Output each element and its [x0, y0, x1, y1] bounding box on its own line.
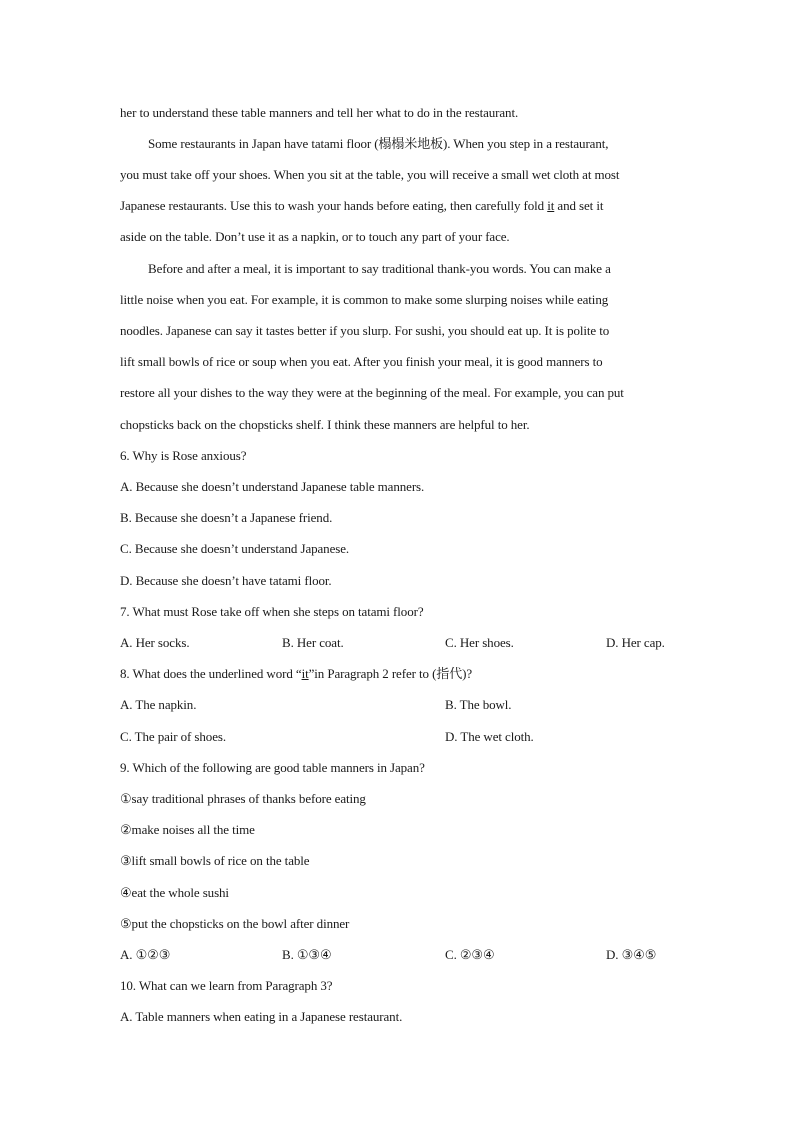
answer-option: C. ②③④ — [445, 947, 495, 962]
passage-line: chopsticks back on the chopsticks shelf. I think these manners are helpful to her. — [120, 417, 530, 432]
passage-line: little noise when you eat. For example, it is common to make some slurping noises while eating — [120, 292, 609, 307]
list-item: ①say traditional phrases of thanks before eating — [120, 791, 366, 806]
question-text: 8. What does the underlined word “ — [120, 666, 302, 681]
answer-option: C. The pair of shoes. — [120, 729, 226, 744]
answer-option: D. ③④⑤ — [606, 947, 657, 962]
passage-line: restore all your dishes to the way they were at the beginning of the meal. For example, you can put — [120, 385, 624, 400]
underlined-word: it — [547, 198, 555, 213]
list-item: ③lift small bowls of rice on the table — [120, 853, 310, 868]
answer-option: A. ①②③ — [120, 947, 171, 962]
answer-option: D. Her cap. — [606, 635, 665, 650]
answer-option: A. Because she doesn’t understand Japanese table manners. — [120, 479, 425, 494]
answer-option: A. Table manners when eating in a Japanese restaurant. — [120, 1009, 403, 1024]
answer-option: A. The napkin. — [120, 697, 197, 712]
underlined-word: it — [301, 666, 309, 681]
question-stem: 10. What can we learn from Paragraph 3? — [120, 978, 333, 993]
passage-line: lift small bowls of rice or soup when you eat. After you finish your meal, it is good manners to — [120, 354, 603, 369]
passage-line: her to understand these table manners and tell her what to do in the restaurant. — [120, 105, 519, 120]
answer-option: B. Her coat. — [282, 635, 344, 650]
answer-option: C. Because she doesn’t understand Japanese. — [120, 541, 350, 556]
answer-option: B. Because she doesn’t a Japanese friend. — [120, 510, 333, 525]
answer-option: A. Her socks. — [120, 635, 190, 650]
passage-line: noodles. Japanese can say it tastes better if you slurp. For sushi, you should eat up. It is polite to — [120, 323, 610, 338]
passage-line — [120, 198, 603, 214]
answer-option: B. ①③④ — [282, 947, 332, 962]
question-stem: 9. Which of the following are good table manners in Japan? — [120, 760, 425, 775]
question-stem: 7. What must Rose take off when she steps on tatami floor? — [120, 604, 424, 619]
passage-line: Some restaurants in Japan have tatami floor (榻榻米地板). When you step in a restaurant, — [148, 136, 609, 151]
list-item: ②make noises all the time — [120, 822, 255, 837]
question-stem: 6. Why is Rose anxious? — [120, 448, 247, 463]
list-item: ⑤put the chopsticks on the bowl after dinner — [120, 916, 350, 931]
passage-line: aside on the table. Don’t use it as a napkin, or to touch any part of your face. — [120, 229, 510, 244]
passage-line: Before and after a meal, it is important to say traditional thank-you words. You can make a — [148, 261, 611, 276]
passage-text: Japanese restaurants. Use this to wash your hands before eating, then carefully fold — [120, 198, 548, 213]
answer-option: D. Because she doesn’t have tatami floor. — [120, 573, 332, 588]
question-text: ”in Paragraph 2 refer to (指代)? — [308, 666, 472, 681]
answer-option: C. Her shoes. — [445, 635, 514, 650]
answer-option: B. The bowl. — [445, 697, 512, 712]
passage-text: and set it — [554, 198, 604, 213]
question-stem — [120, 666, 472, 682]
passage-line: you must take off your shoes. When you sit at the table, you will receive a small wet cloth at most — [120, 167, 620, 182]
list-item: ④eat the whole sushi — [120, 885, 229, 900]
answer-option: D. The wet cloth. — [445, 729, 534, 744]
